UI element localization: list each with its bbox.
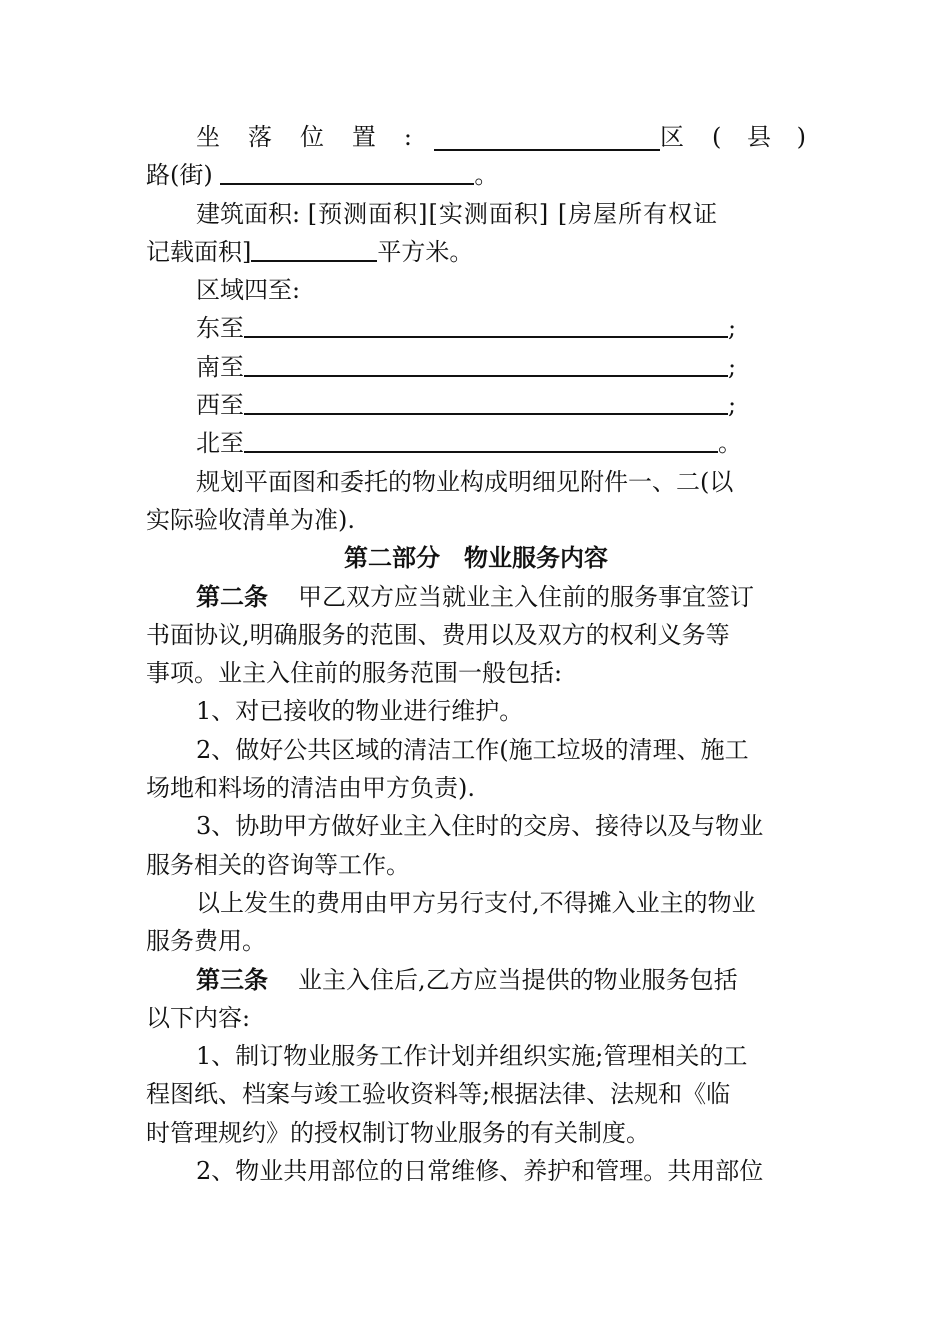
article-2-item-2-line-1: 2、做好公共区域的清洁工作(施工垃圾的清理、施工	[196, 735, 749, 764]
article-3-label: 第三条	[196, 965, 268, 994]
article-2-item-2-line-2: 场地和料场的清洁由甲方负责).	[146, 774, 475, 803]
article-2-item-3-line-1: 3、协助甲方做好业主入住时的交房、接待以及与物业	[196, 812, 764, 841]
article-3-item-1-line-1: 1、制订物业服务工作计划并组织实施;管理相关的工	[196, 1042, 748, 1071]
article-3-item-1-line-2: 程图纸、档案与竣工验收资料等;根据法律、法规和《临	[146, 1080, 731, 1109]
area-line	[146, 195, 806, 233]
west-blank[interactable]	[244, 387, 728, 415]
article-2-line-2: 书面协议,明确服务的范围、费用以及双方的权利义务等	[146, 620, 730, 649]
area-options: [预测面积][实测面积] [房屋所有权证	[307, 199, 719, 228]
plan-note-line-2: 实际验收清单为准).	[146, 505, 355, 534]
article-2-fee-line-2: 服务费用。	[146, 927, 266, 956]
boundaries-label: 区域四至:	[196, 276, 301, 305]
location-label: 坐 落 位 置 :	[196, 123, 412, 151]
section-title: 第二部分 物业服务内容	[344, 544, 608, 573]
district-label: 区	[660, 123, 684, 151]
south-blank[interactable]	[244, 349, 728, 377]
plan-note-line-1: 规划平面图和委托的物业构成明细见附件一、二(以	[196, 467, 734, 496]
area-blank[interactable]	[251, 234, 377, 262]
article-2-item-3-line-2: 服务相关的咨询等工作。	[146, 850, 410, 879]
area-unit: 平方米。	[377, 237, 474, 266]
location-line	[146, 118, 806, 156]
article-2-fee-line-1: 以上发生的费用由甲方另行支付,不得摊入业主的物业	[196, 888, 756, 917]
article-3-item-1-line-3: 时管理规约》的授权制订物业服务的有关制度。	[146, 1118, 650, 1147]
boundary-west: 西至 ;	[146, 386, 806, 424]
article-3-item-2-line-1: 2、物业共用部位的日常维修、养护和管理。共用部位	[196, 1157, 764, 1186]
county-label: ( 县 )	[712, 123, 806, 151]
boundary-east: 东至 ;	[146, 309, 806, 347]
article-2-label: 第二条	[196, 582, 268, 611]
area-line-2: 记载面积] 平方米。	[146, 233, 806, 271]
document-page	[146, 118, 806, 1190]
article-2-line-3: 事项。业主入住前的服务范围一般包括:	[146, 659, 563, 688]
boundary-south: 南至 ;	[146, 348, 806, 386]
district-blank[interactable]	[434, 123, 660, 151]
north-blank[interactable]	[244, 425, 718, 453]
area-label: 建筑面积:	[196, 199, 301, 228]
article-2-line-1: 第二条 甲乙双方应当就业主入住前的服务事宜签订	[196, 582, 754, 611]
road-line: 路(街) 。	[146, 156, 806, 194]
road-blank[interactable]	[220, 157, 474, 185]
road-label: 路(街)	[146, 161, 213, 190]
article-3-line-1: 第三条 业主入住后,乙方应当提供的物业服务包括	[196, 965, 738, 994]
east-blank[interactable]	[244, 310, 728, 338]
article-3-line-2: 以下内容:	[146, 1003, 251, 1032]
boundary-north: 北至 。	[146, 424, 806, 462]
article-2-item-1: 1、对已接收的物业进行维护。	[196, 697, 524, 726]
